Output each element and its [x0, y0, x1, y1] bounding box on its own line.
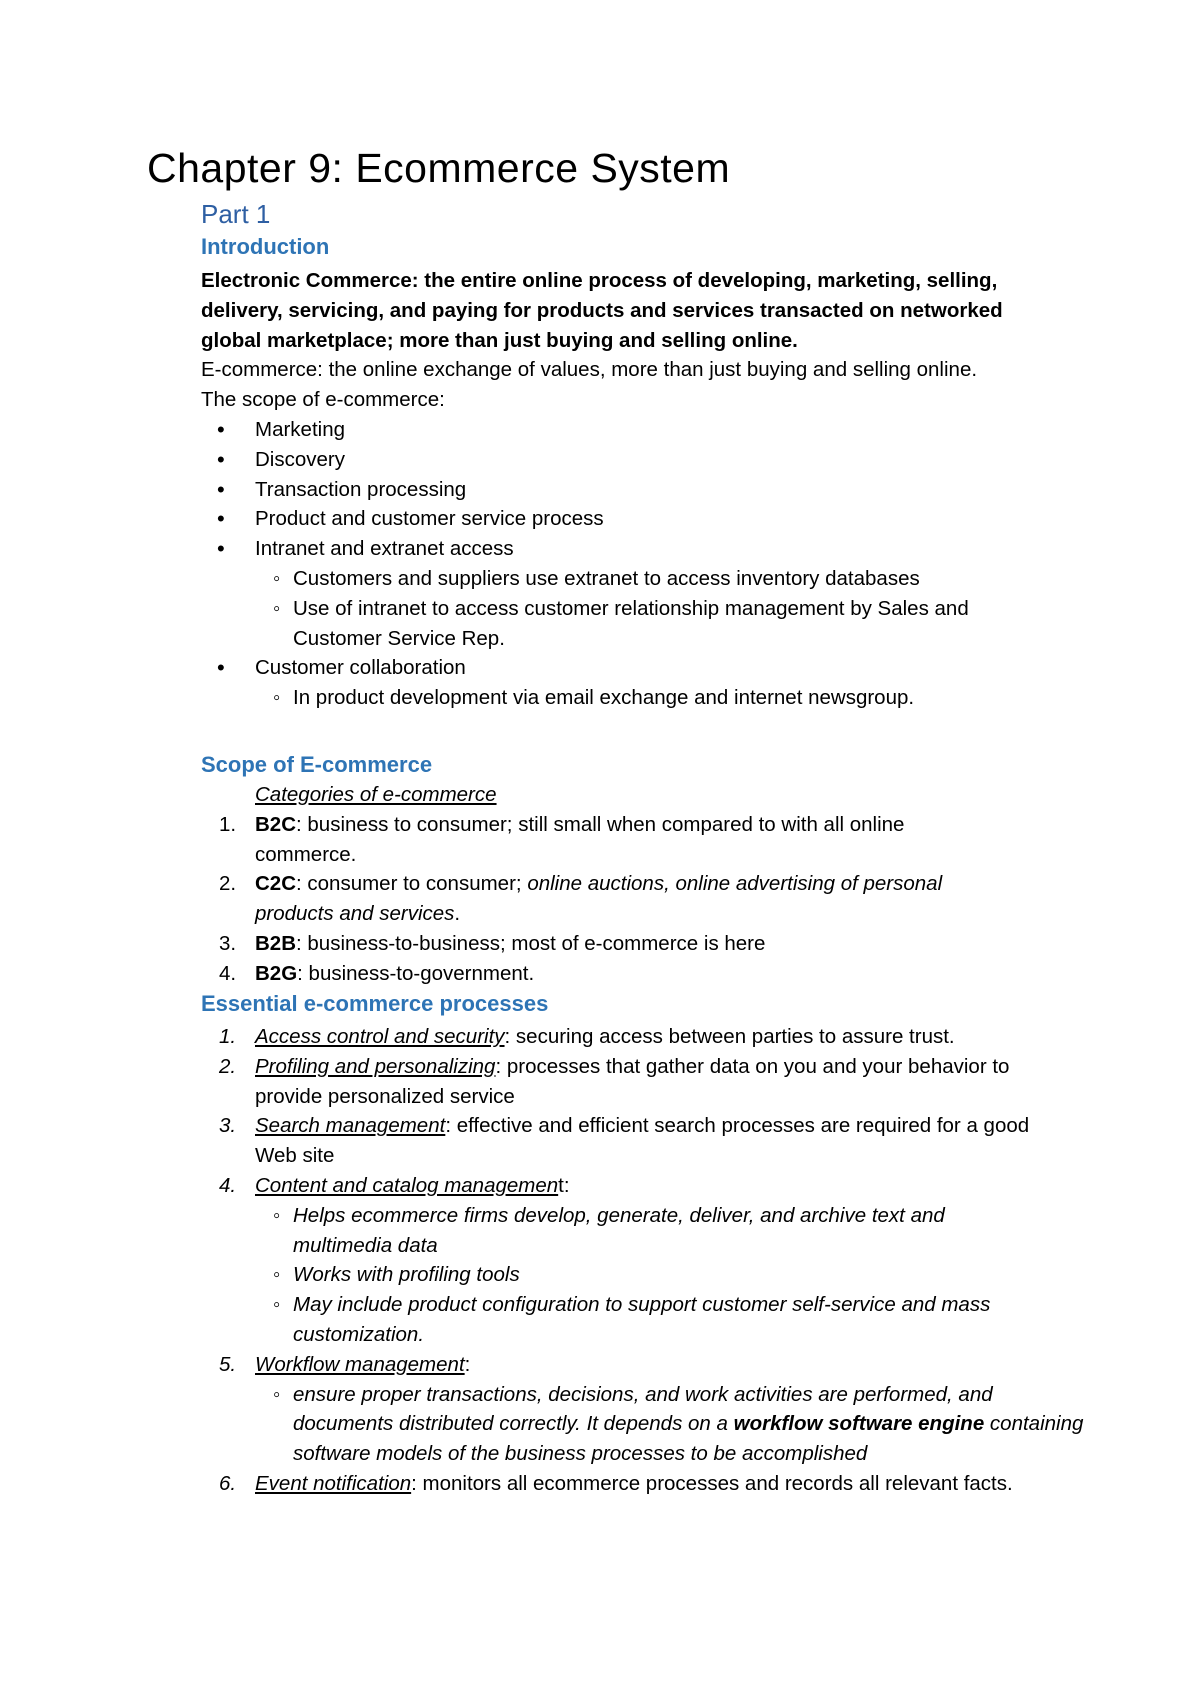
- circle-bullet-icon: ◦: [273, 686, 281, 710]
- circle-bullet-icon: ◦: [273, 1382, 281, 1406]
- categories-label: Categories of e-commerce: [255, 783, 497, 806]
- circle-bullet-icon: ◦: [273, 1203, 281, 1227]
- list-item: • Marketing: [201, 415, 1081, 445]
- sub-list-item: ◦ Works with profiling tools: [201, 1260, 1081, 1290]
- list-item: • Customer collaboration: [201, 653, 1081, 683]
- processes-heading: Essential e-commerce processes: [201, 991, 549, 1016]
- processes-body: [201, 1022, 1084, 1499]
- scope-heading: Scope of E-commerce: [201, 752, 433, 777]
- sub-list-item: ◦ May include product configuration to support customer self-service and mass customization.: [201, 1290, 1083, 1350]
- list-item: • Discovery: [201, 445, 1081, 475]
- processes-list-end: [201, 1469, 1081, 1499]
- circle-bullet-icon: ◦: [273, 1293, 281, 1317]
- processes-list-cont: [201, 1350, 1081, 1380]
- list-item: 4. B2G: business-to-government.: [219, 961, 535, 985]
- sub-list-item: ◦ ensure proper transactions, decisions, and work activities are performed, and documents distributed correctly. It depends on a workflow software engine containing software models of the business processes to be accomplished: [201, 1380, 1093, 1469]
- circle-bullet-icon: ◦: [273, 596, 281, 620]
- list-item: 4. Content and catalog management:: [219, 1173, 570, 1197]
- list-item: 2. Profiling and personalizing: processes that gather data on you and your behavior to provide personalized service: [219, 1054, 1010, 1108]
- circle-bullet-icon: ◦: [273, 566, 281, 590]
- part-heading: Part 1: [201, 199, 271, 229]
- sub-list-item: ◦ In product development via email exchange and internet newsgroup.: [201, 683, 1081, 713]
- processes-list: [201, 1022, 1081, 1201]
- list-item: • Intranet and extranet access: [201, 534, 1081, 564]
- list-item: 1. Access control and security: securing access between parties to assure trust.: [219, 1025, 955, 1048]
- circle-bullet-icon: ◦: [273, 1263, 281, 1287]
- sub-list-item: ◦ Helps ecommerce firms develop, generate, deliver, and archive text and multimedia data: [201, 1201, 993, 1261]
- list-item: • Product and customer service process: [201, 504, 1081, 534]
- list-item: 3. Search management: effective and efficient search processes are required for a good Web site: [219, 1114, 1030, 1168]
- list-item: 6. Event notification: monitors all ecommerce processes and records all relevant facts.: [219, 1471, 1013, 1495]
- collab-sub-list: [201, 683, 1081, 713]
- page-title: Chapter 9: Ecommerce System: [147, 145, 731, 191]
- list-item: 2. C2C: consumer to consumer; online auctions, online advertising of personal products and services.: [219, 872, 943, 926]
- workflow-sub-list: [201, 1380, 1084, 1469]
- scope-intro: The scope of e-commerce:: [201, 388, 445, 412]
- scope-body: [201, 780, 1081, 989]
- scope-bullet-list: [201, 415, 1081, 564]
- ecommerce-definition: Electronic Commerce: the entire online process of developing, marketing, selling, delivery, servicing, and paying for products and services transacted on networked global marketplace; more than just buying and selling online.: [201, 269, 1003, 352]
- list-item: 5. Workflow management:: [219, 1352, 471, 1376]
- collab-bullet-list: [201, 653, 1081, 683]
- introduction-body: [201, 266, 1081, 713]
- categories-list: [201, 810, 1081, 989]
- list-item: 3. B2B: business-to-business; most of e-commerce is here: [219, 931, 766, 955]
- content-sub-list: [201, 1201, 1081, 1350]
- list-item: 1. B2C: business to consumer; still small when compared to with all online commerce.: [219, 812, 905, 866]
- introduction-heading: Introduction: [201, 234, 330, 259]
- sub-list-item: ◦ Use of intranet to access customer relationship management by Sales and Customer Service Rep.: [201, 594, 993, 654]
- sub-list-item: ◦ Customers and suppliers use extranet to access inventory databases: [201, 564, 1081, 594]
- list-item: • Transaction processing: [201, 475, 1081, 505]
- ecommerce-short-definition: E-commerce: the online exchange of values, more than just buying and selling online.: [201, 358, 978, 382]
- intranet-sub-list: [201, 564, 1081, 653]
